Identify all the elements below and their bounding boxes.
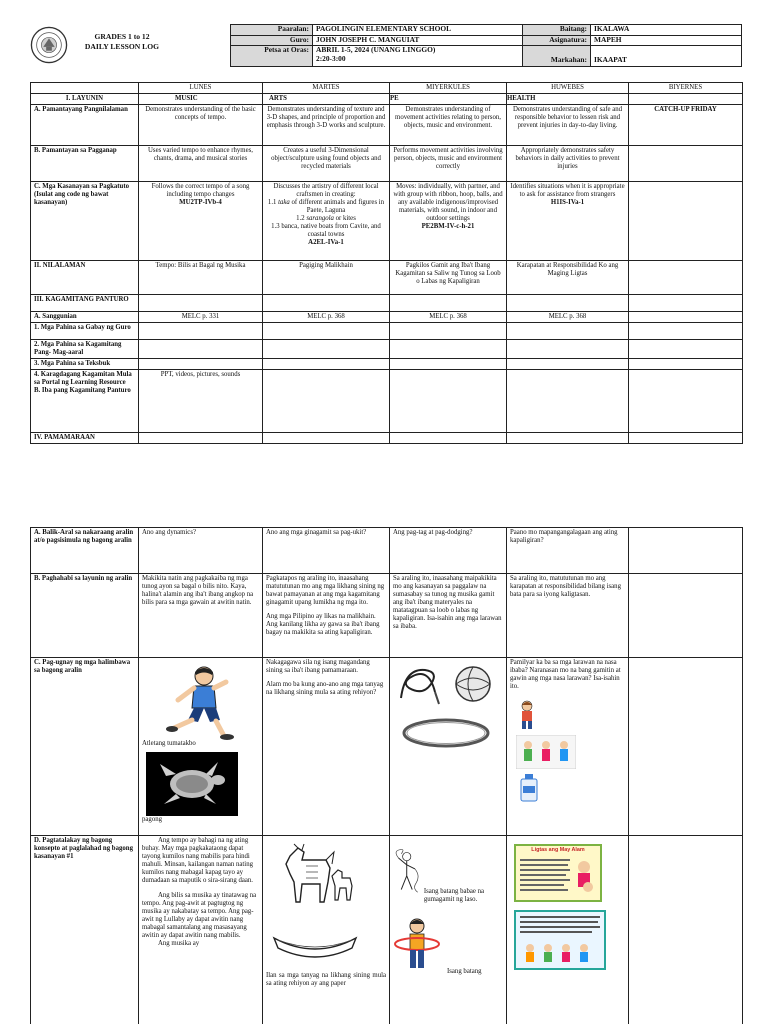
grades-title: GRADES 1 to 12 DAILY LESSON LOG: [84, 32, 160, 52]
layunin-heading: I. LAYUNIN: [31, 94, 139, 105]
day-wednesday: MIYERKULES: [390, 83, 507, 94]
quarter: IKAAPAT: [591, 56, 742, 67]
boy-with-hoop-image: [393, 912, 443, 976]
date-time: ABRIL 1-5, 2024 (UNANG LINGGO) 2:20-3:00: [313, 46, 523, 67]
day-thursday: HUWEBES: [507, 83, 629, 94]
row-label: A. Pamantayang Pangnilalaman: [31, 105, 139, 146]
safety-poster-image: Ligtas ang May Alam: [514, 844, 602, 902]
row-label: C. Pag-ugnay ng mga halimbawa sa bagong aralin: [31, 658, 139, 836]
hoop-image: [399, 715, 493, 751]
lesson-table-part1: LUNES MARTES MIYERKULES HUWEBES BIYERNES I. LAYUNIN MUSIC ARTS PE HEALTH A. Pamantayang Pangnilalaman Demonstrates understanding of the basic concepts of tempo. Demonstrates understanding of texture and 3-D shapes, and principle of proportion and emphasis through 3-D works and sculpture. Demonstrates understanding of movement activities relating to person, objects, music and environment. Demonstrates understanding of safe and responsible behavior to lessen risk and prevent injuries in day-to-day living. CATCH-UP FRIDAY B. Pamantayan sa Pagganap Uses varied tempo to enhance rhymes, chants, drama, and musical stories Creates a useful 3-Dimensional object/sculpture using found objects and recycled materials Performs movement activities involving person, objects, music and environment correctly Appropriately demonstrates safety behaviors in daily activities to prevent injuries C. Mga Kasanayan sa Pagkatuto (Isulat ang code ng bawat kasanayan) Follows the correct tempo of a song including tempo changes MU2TP-IVb-4 Discusses the artistry of different local craftsmen in creating: 1.1 taka of different animals and figures in Paete, Laguna 1.2 sarangola or kites 1.3 banca, native boats from Cavite, and coastal towns A2EL-IVa-1 Moves: individually, with partner, and with group with ribbon, hoop, balls, and any available indigenous/improvised materials, with sound, in indoor and outdoor settings PE2BM-IV-c-h-21 Identifies situations when it is appropriate to ask for assistance from strangers H1IS-IVa-1 II. NILALAMAN Tempo: Bilis at Bagal ng Musika Pagiging Malikhain Pagkilos Gamit ang Iba't Ibang Kagamitan sa Saliw ng Tunog sa Loob o Labas ng Kapaligiran Karapatan at Responsibilidad Ko ang Maging Ligtas III. KAGAMITANG PANTURO A. Sanggunian MELC p. 331 MELC p. 368 MELC p. 368 MELC p. 368 1. Mga Pahina sa Gabay ng Guro 2. Mga Pahina sa Kagamitang Pang- Mag-aaral 3. Mga Pahina sa Teksbuk 4. Karagdagang Kagamitan Mula sa Portal ng Learning Resource B. Iba pang Kagamitang Panturo PPT, videos, pictures, sounds IV. PAMAMARAAN: [30, 82, 743, 444]
subject-health: HEALTH: [507, 94, 629, 105]
row-label: B. Pamantayan sa Pagganap: [31, 146, 139, 182]
school-name: PAGOLINGIN ELEMENTARY SCHOOL: [313, 25, 523, 36]
girl-with-ribbon-image: [393, 838, 422, 904]
row-label: IV. PAMAMARAAN: [31, 433, 139, 444]
header-info-table: Paaralan: PAGOLINGIN ELEMENTARY SCHOOL Baitang: IKALAWA Guro: JOHN JOSEPH C. MANGUIAT Asignatura: MAPEH Petsa at Oras: ABRIL 1-5, 2024 (UNANG LINGGO) 2:20-3:00 Markahan: IKAAPAT: [230, 24, 742, 67]
subject-music: MUSIC: [139, 94, 263, 105]
subject: MAPEH: [591, 35, 742, 46]
image-caption: Atletang tumatakbo: [142, 740, 196, 747]
competency-code: H1IS-IVa-1: [550, 199, 585, 207]
row-label: 3. Mga Pahina sa Teksbuk: [31, 359, 139, 370]
catch-up-friday: CATCH-UP FRIDAY: [629, 105, 743, 146]
row-label: 4. Karagdagang Kagamitan Mula sa Portal ng Learning Resource B. Iba pang Kagamitang Panturo: [31, 370, 139, 433]
ribbon-image: [395, 662, 445, 708]
horse-carving-image: [272, 842, 358, 906]
ball-image: [453, 664, 493, 704]
running-athlete-image: [164, 664, 236, 740]
safety-reminder-image: [514, 910, 606, 970]
image-caption: pagong: [142, 816, 163, 824]
competency-code: A2EL-IVa-1: [308, 239, 344, 247]
day-monday: LUNES: [139, 83, 263, 94]
competency-code: MU2TP-IVb-4: [179, 199, 222, 207]
subject-pe: PE: [390, 94, 507, 105]
row-label: III. KAGAMITANG PANTURO: [31, 295, 139, 312]
teacher-name: JOHN JOSEPH C. MANGUIAT: [313, 35, 523, 46]
row-label: B. Paghahabi sa layunin ng aralin: [31, 574, 139, 658]
child-image: [516, 699, 538, 731]
children-group-image: [516, 735, 576, 769]
row-label: A. Balik-Aral sa nakaraang aralin at/o pagsisimula ng bagong aralin: [31, 528, 139, 574]
row-label: II. NILALAMAN: [31, 261, 139, 295]
boat-carving-image: [272, 926, 358, 962]
row-label: C. Mga Kasanayan sa Pagkatuto (Isulat ang code ng bawat kasanayan): [31, 182, 139, 261]
turtle-image: [146, 752, 238, 816]
lesson-table-part2: A. Balik-Aral sa nakaraang aralin at/o pagsisimula ng bagong aralin Ano ang dynamics? Ano ang mga ginagamit sa pag-ukit? Ang pag-tag at pag-dodging? Paano mo mapangangalagaan ang ating kapaligiran? B. Paghahabi sa layunin ng aralin Makikita natin ang pagkakaiba ng mga tunog ayon sa bagal o bilis nito. Kaya, halina't alamin ang iba't ibang angkop na bilis para sa mga gawain at awitin natin. Pagkatapos ng araling ito, inaasahang matututunan mo ang mga likhang sining ng bawat pamayanan at ang mga kagamitang ginagamit upang lumikha ng mga ito. Ang mga Pilipino ay likas na malikhain. Ang kanilang likha ay gawa sa iba't ibang bagay na makikita sa ating kapaligiran. Sa araling ito, inaasahang maipakikita mo ang kasanayan sa paggalaw na sumasabay sa tunog ng musika gamit ang iba't ibang materyales na matatagpuan sa loob o labas ng kapaligiran. Isa-isahin ang mga larawan sa ibaba. Sa araling ito, matututunan mo ang karapatan at responsibilidad bilang isang bata para sa iyong kaligtasan. C. Pag-ugnay ng mga halimbawa sa bagong aralin Atletang tumatakbo pagong Nakagagawa sila ng isang magandang sining sa iba't ibang pamamaraan. Alam mo ba kung ano-ano ang mga tanyag na likhang sining mula sa ating rehiyon? Pamilyar ka ba sa mga larawan na nasa ibaba? Naranasan mo na bang gamitin at gawin ang mga nasa larawan? Isa-isahin ito. D. Pagtatalakay ng bagong konsepto at paglalahad ng bagong kasanayan #1 Ang tempo ay bahagi na ng ating buhay. May mga pagkakataong dapat tayong kumilos nang mabilis para hindi mahuli. Minsan, kailangan naman nating kumilos nang mabagal kapag tayo ay dumadaan sa maputik o sira-sirang daan. Ang bilis sa musika ay tinatawag na tempo. Ang pag-awit at pagtugtog ng musika ay nakabatay sa tempo. Ang pag-awit ng Lullaby ay dapat awitin nang mabagal samantalang ang masasayang awitin ay dapat awitin nang mabilis. Ang musika ay Ilan sa mga tanyag na likhang sining mula sa ating rehiyon ay ang paper Isang batang babae na gumagamit ng laso. Isang batang Ligtas ang May Alam: [30, 527, 743, 1024]
alcohol-bottle-image: [516, 773, 542, 803]
day-friday: BIYERNES: [629, 83, 743, 94]
competency-code: PE2BM-IV-c-h-21: [421, 223, 475, 231]
row-label: 1. Mga Pahina sa Gabay ng Guro: [31, 323, 139, 340]
grade-level: IKALAWA: [591, 25, 742, 36]
row-label: 2. Mga Pahina sa Kagamitang Pang- Mag-aaral: [31, 340, 139, 359]
day-tuesday: MARTES: [263, 83, 390, 94]
row-label: A. Sanggunian: [31, 312, 139, 323]
subject-arts: ARTS: [263, 94, 390, 105]
row-label: D. Pagtatalakay ng bagong konsepto at paglalahad ng bagong kasanayan #1: [31, 836, 139, 1024]
deped-seal-icon: [30, 26, 68, 64]
